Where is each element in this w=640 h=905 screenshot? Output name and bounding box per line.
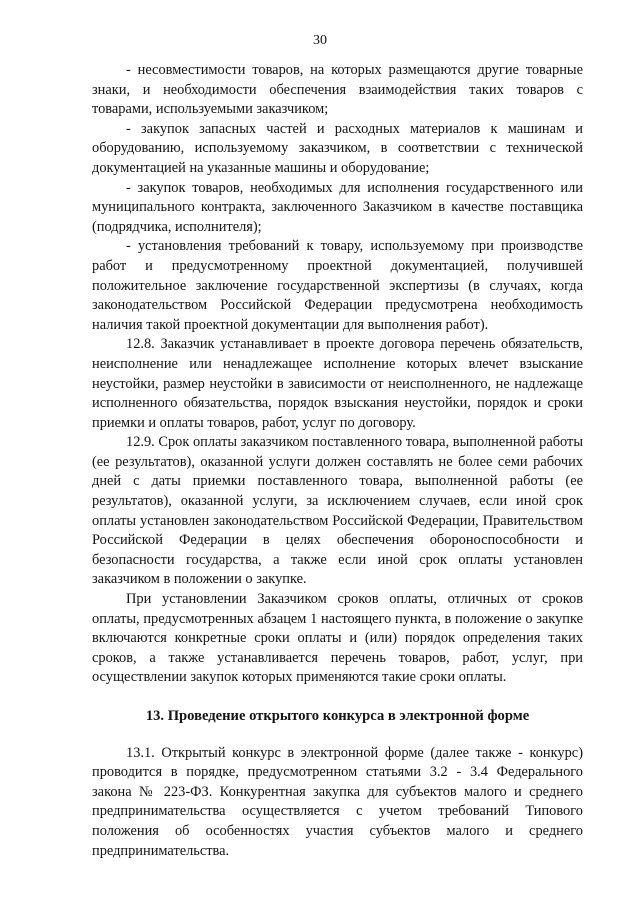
clause-12-9: 12.9. Срок оплаты заказчиком поставленного товара, выполненной работы (ее результатов), оказанной услуги должен составлять не более семи рабочих дней с даты приемки поставленного товара, выполненной работы (ее результатов), оказанной услуги, за исключением случаев, если иной срок оплаты установлен законодательством Российской Федерации, Правительством Российской Федерации в целях обеспечения обороноспособности и безопасности государства, а также если иной срок оплаты установлен заказчиком в положении о закупке. bbox=[92, 434, 583, 588]
list-item-incompatibility: - несовместимости товаров, на которых размещаются другие товарные знаки, и необходимости обеспечения взаимодействия таких товаров с товарами, используемыми заказчиком; bbox=[92, 62, 583, 118]
list-item-state-contract: - закупок товаров, необходимых для исполнения государственного или муниципального контракта, заключенного Заказчиком в качестве поставщика (подрядчика, исполнителя); bbox=[92, 179, 583, 235]
document-body bbox=[92, 61, 583, 861]
section-heading: 13. Проведение открытого конкурса в электронной форме bbox=[145, 708, 530, 724]
clause-13-1: 13.1. Открытый конкурс в электронной форме (далее также - конкурс) проводится в порядке, предусмотренном статьями 3.2 - 3.4 Федерального закона № 223-ФЗ. Конкурентная закупка для субъектов малого и среднего предпринимательства осуществляется с учетом требований Типового положения об особенностях участия субъектов малого и среднего предпринимательства. bbox=[92, 744, 583, 859]
clause-12-8: 12.8. Заказчик устанавливает в проекте договора перечень обязательств, неисполнение или ненадлежащее исполнение которых влечет взыскание неустойки, размер неустойки в зависимости от неисполненного, не надлежаще исполненного обязательства, порядок взыскания неустойки, порядок и сроки приемки и оплаты товаров, работ, услуг по договору. bbox=[92, 336, 583, 431]
clause-12-9-payment-terms: При установлении Заказчиком сроков оплаты, отличных от сроков оплаты, предусмотренных абзацем 1 настоящего пункта, в положение о закупке включаются конкретные сроки оплаты и (или) порядок определения таких сроков, а также устанавливается перечень товаров, работ, услуг, при осуществлении закупок которых применяются такие сроки оплаты. bbox=[92, 591, 583, 686]
page-number: 30 bbox=[313, 33, 327, 48]
list-item-product-requirements: - установления требований к товару, используемому при производстве работ и предусмотренному проектной документацией, получившей положительное заключение государственной экспертизы (в случаях, когда законодательством Российской Федерации предусмотрена необходимость наличия такой проектной документации для выполнения работ). bbox=[92, 238, 583, 333]
list-item-spare-parts: - закупок запасных частей и расходных материалов к машинам и оборудованию, используемому заказчиком, в соответствии с технической документацией на указанные машины и оборудование; bbox=[92, 120, 583, 176]
